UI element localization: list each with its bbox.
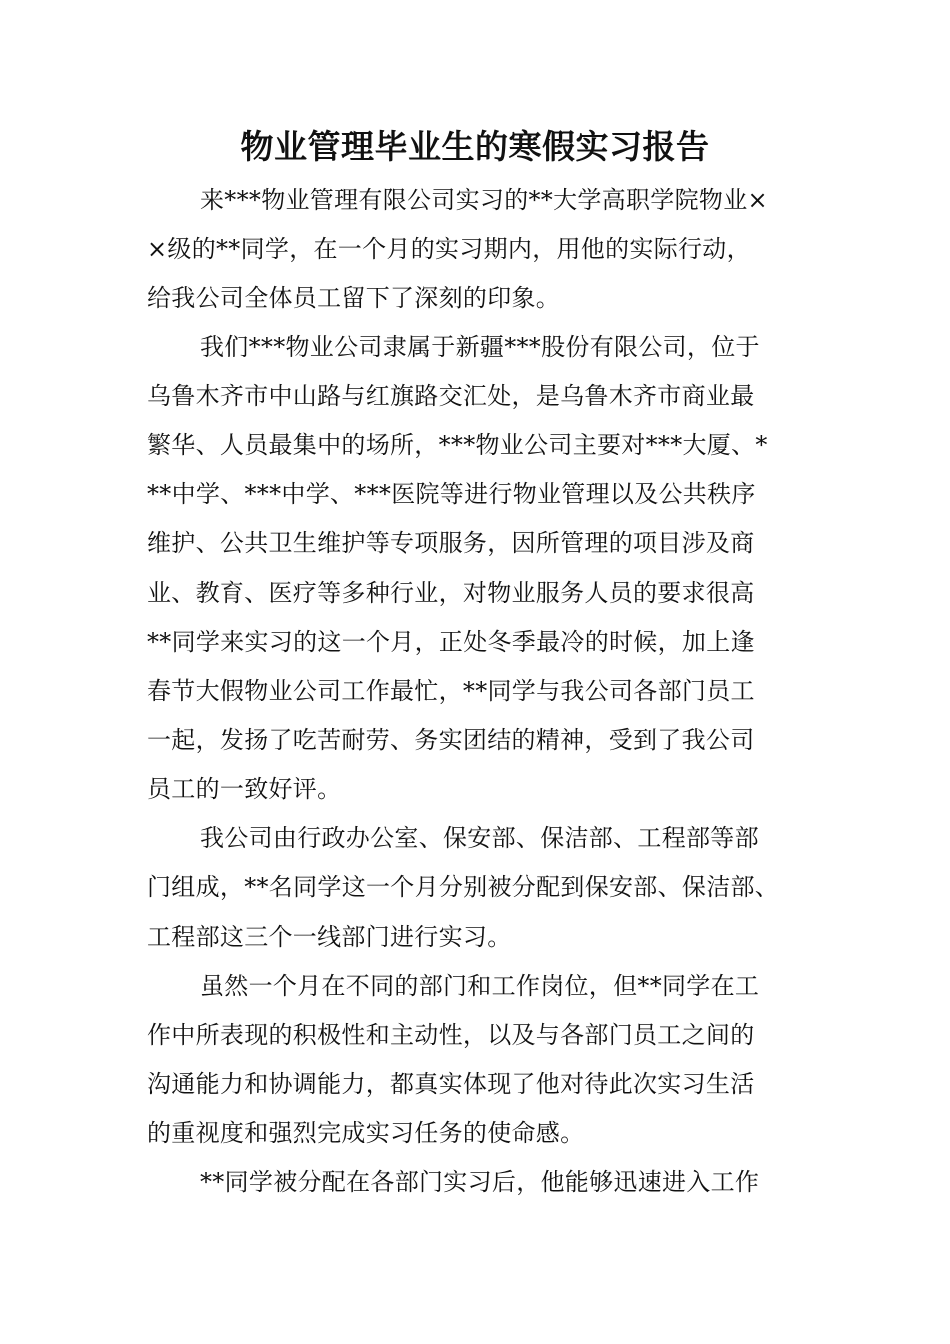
document-title: 物业管理毕业生的寒假实习报告	[240, 127, 710, 166]
body-line: 乌鲁木齐市中山路与红旗路交汇处，是乌鲁木齐市商业最	[147, 382, 755, 410]
body-line: 春节大假物业公司工作最忙，**同学与我公司各部门员工	[147, 677, 755, 705]
body-line: 工程部这三个一线部门进行实习。	[147, 923, 512, 951]
body-line: 我们***物业公司隶属于新疆***股份有限公司，位于	[200, 333, 760, 361]
body-line: 虽然一个月在不同的部门和工作岗位，但**同学在工	[200, 972, 760, 1000]
body-line: 业、教育、医疗等多种行业，对物业服务人员的要求很高	[147, 579, 755, 607]
body-line: 员工的一致好评。	[147, 775, 342, 803]
body-line: 作中所表现的积极性和主动性，以及与各部门员工之间的	[147, 1021, 755, 1049]
body-line: 的重视度和强烈完成实习任务的使命感。	[147, 1119, 585, 1147]
body-line: 我公司由行政办公室、保安部、保洁部、工程部等部	[200, 824, 759, 852]
body-line: 一起，发扬了吃苦耐劳、务实团结的精神，受到了我公司	[147, 726, 755, 754]
body-line: **同学来实习的这一个月，正处冬季最冷的时候，加上逢	[147, 628, 755, 656]
body-line: 来***物业管理有限公司实习的**大学高职学院物业×	[200, 186, 768, 214]
body-line: ×级的**同学，在一个月的实习期内，用他的实际行动，	[147, 235, 751, 263]
body-line: 门组成，**名同学这一个月分别被分配到保安部、保洁部、	[147, 873, 780, 901]
body-line: 沟通能力和协调能力，都真实体现了他对待此次实习生活	[147, 1070, 755, 1098]
body-line: **中学、***中学、***医院等进行物业管理以及公共秩序	[147, 480, 756, 508]
body-line: 繁华、人员最集中的场所，***物业公司主要对***大厦、*	[147, 431, 768, 459]
body-line: **同学被分配在各部门实习后，他能够迅速进入工作	[200, 1168, 760, 1196]
body-line: 维护、公共卫生维护等专项服务，因所管理的项目涉及商	[147, 529, 755, 557]
body-line: 给我公司全体员工留下了深刻的印象。	[147, 284, 561, 312]
